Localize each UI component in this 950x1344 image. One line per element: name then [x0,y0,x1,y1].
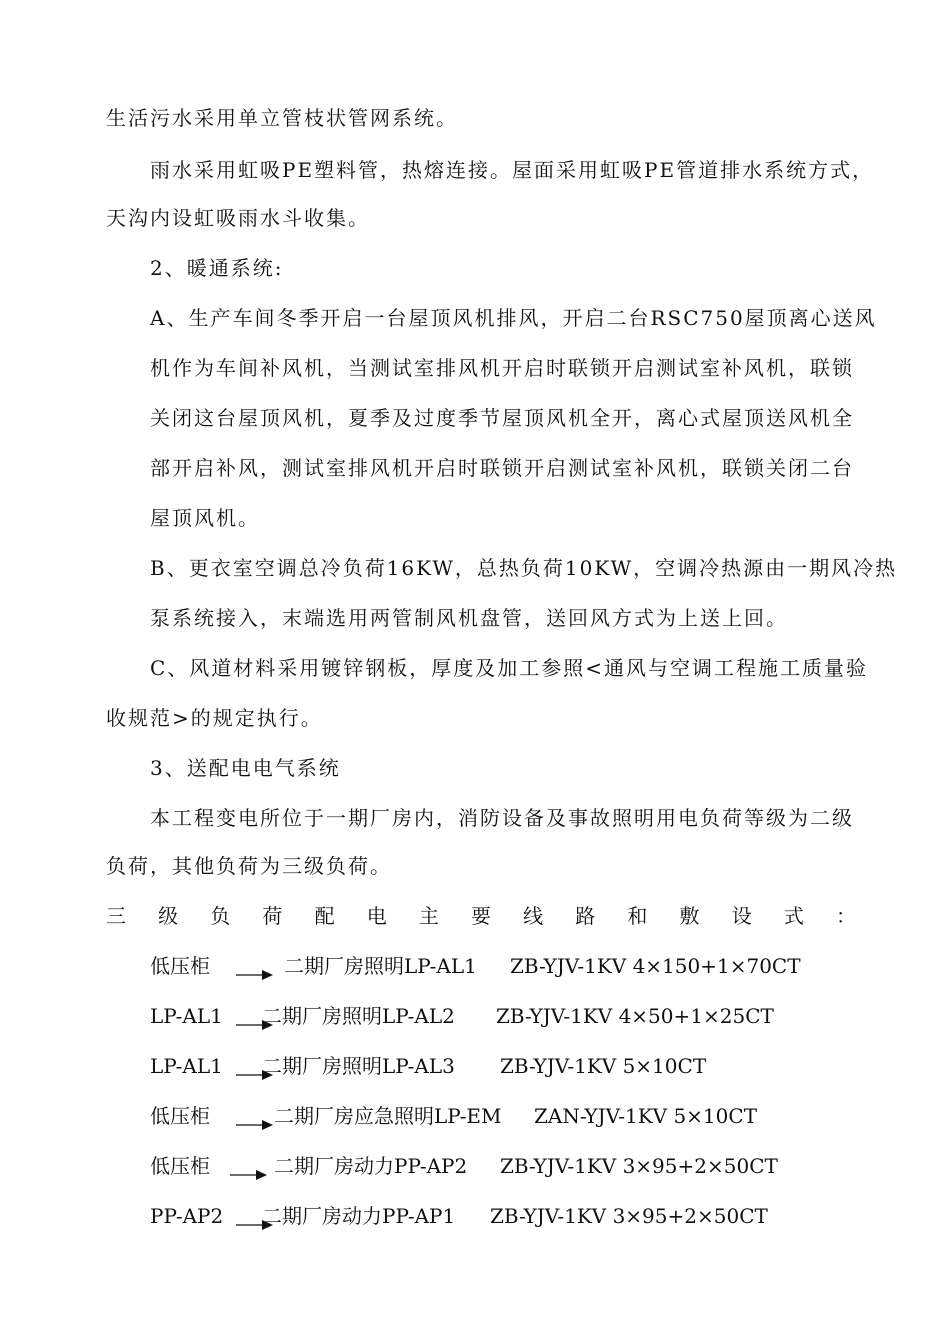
heading-char: 路 [575,904,596,928]
heading-char: 和 [627,904,648,928]
heading-char: 主 [418,904,439,928]
paragraph-line: B、更衣室空调总冷负荷16KW，总热负荷10KW，空调冷热源由一期风冷热 [150,556,898,580]
heading-char: 负 [210,904,231,928]
paragraph-line: 机作为车间补风机，当测试室排风机开启时联锁开启测试室补风机，联锁 [150,356,854,380]
circuit-cable: ZB-YJV-1KV 4×150+1×70CT [510,954,801,978]
paragraph-line: 生活污水采用单立管枝状管网系统。 [106,106,458,130]
distributed-heading [106,902,856,930]
circuit-source: 低压柜 [150,954,210,978]
circuit-source: LP-AL1 [150,1054,223,1078]
heading-char: 三 [106,904,126,928]
circuit-cable: ZB-YJV-1KV 3×95+2×50CT [500,1154,778,1178]
circuit-source: 低压柜 [150,1154,210,1178]
paragraph-line: C、风道材料采用镀锌钢板，厚度及加工参照<通风与空调工程施工质量验 [150,656,869,680]
heading-char: 电 [366,904,387,928]
circuit-cable: ZAN-YJV-1KV 5×10CT [534,1104,758,1128]
paragraph-line: 本工程变电所位于一期厂房内，消防设备及事故照明用电负荷等级为二级 [150,806,854,830]
arrow-right-icon [236,960,274,988]
circuit-source: LP-AL1 [150,1004,223,1028]
paragraph-line: 屋顶风机。 [150,506,260,530]
paragraph-line: 收规范>的规定执行。 [106,706,323,730]
section-heading: 3、送配电电气系统 [150,756,341,780]
paragraph-line: 天沟内设虹吸雨水斗收集。 [106,206,370,230]
circuit-cable: ZB-YJV-1KV 5×10CT [500,1054,707,1078]
paragraph-line: 部开启补风，测试室排风机开启时联锁开启测试室补风机，联锁关闭二台 [150,456,854,480]
paragraph-line: 泵系统接入，末端选用两管制风机盘管，送回风方式为上送上回。 [150,606,788,630]
heading-char: 荷 [262,904,283,928]
heading-char: 配 [314,904,335,928]
heading-char: 线 [523,904,544,928]
arrow-right-icon [236,1110,274,1138]
heading-char: 式 [783,904,804,928]
section-heading: 2、暖通系统: [150,256,284,280]
circuit-cable: ZB-YJV-1KV 4×50+1×25CT [496,1004,774,1028]
paragraph-line: 负荷，其他负荷为三级负荷。 [106,854,392,878]
heading-char: 要 [470,904,491,928]
heading-char: 敷 [679,904,700,928]
paragraph-line: 雨水采用虹吸PE塑料管，热熔连接。屋面采用虹吸PE管道排水系统方式， [150,158,875,182]
circuit-target: 二期厂房照明LP-AL1 [284,954,477,978]
paragraph-line: 关闭这台屋顶风机，夏季及过度季节屋顶风机全开，离心式屋顶送风机全 [150,406,854,430]
heading-char: 设 [731,904,752,928]
circuit-target: 二期厂房照明LP-AL2 [262,1004,455,1028]
arrow-right-icon [230,1160,268,1188]
circuit-target: 二期厂房动力PP-AP2 [274,1154,468,1178]
circuit-target: 二期厂房动力PP-AP1 [262,1204,456,1228]
circuit-source: PP-AP2 [150,1204,224,1228]
circuit-target: 二期厂房照明LP-AL3 [262,1054,455,1078]
circuit-target: 二期厂房应急照明LP-EM [274,1104,502,1128]
circuit-source: 低压柜 [150,1104,210,1128]
paragraph-line: A、生产车间冬季开启一台屋顶风机排风，开启二台RSC750屋顶离心送风 [150,306,877,330]
heading-char: 级 [158,904,179,928]
heading-char: ： [835,904,856,928]
circuit-cable: ZB-YJV-1KV 3×95+2×50CT [490,1204,768,1228]
